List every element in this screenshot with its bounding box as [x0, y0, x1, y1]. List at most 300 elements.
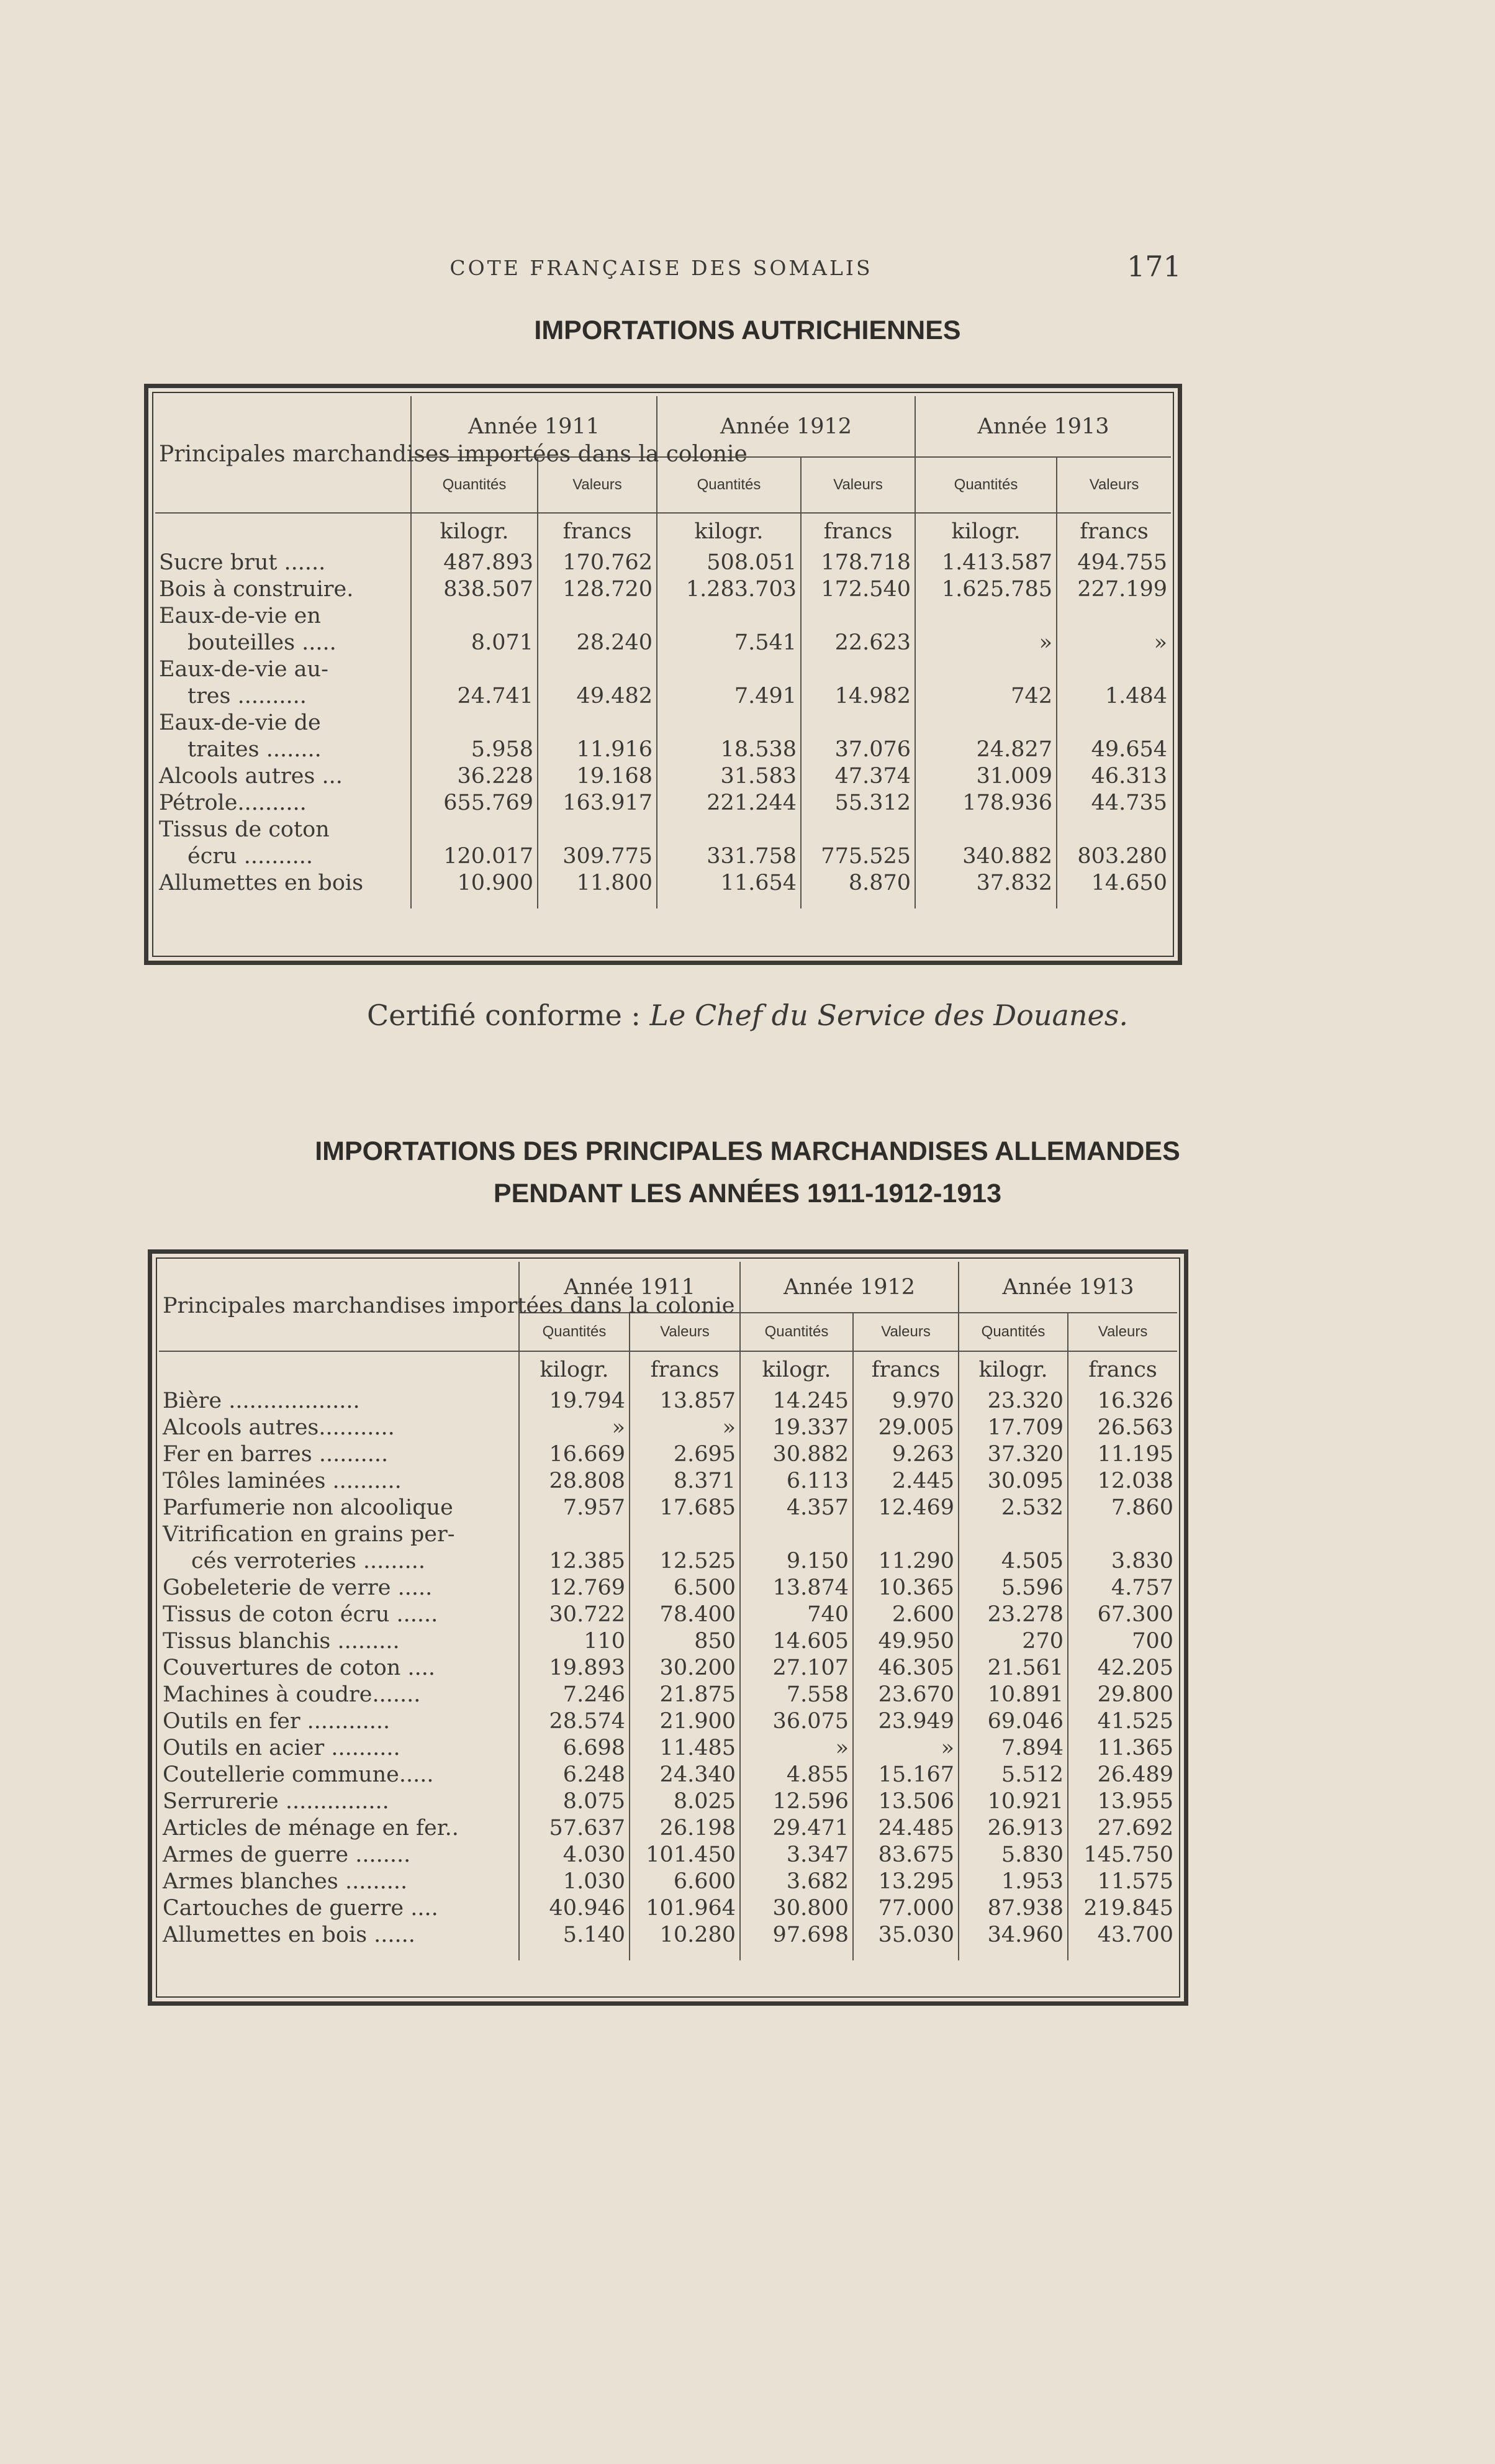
row-label: Alcools autres........... — [159, 1414, 519, 1441]
table-row — [159, 1467, 1177, 1494]
quantity-cell: 110 — [519, 1628, 630, 1654]
subheader-valeurs: Valeurs — [538, 457, 657, 513]
value-cell: 850 — [630, 1628, 740, 1654]
quantity-cell: 655.769 — [411, 789, 538, 816]
austrian-table-title: IMPORTATIONS AUTRICHIENNES — [534, 315, 961, 345]
quantity-cell: 26.913 — [959, 1814, 1068, 1841]
row-label: Tissus de coton écru ...... — [159, 1601, 519, 1628]
empty-cell — [519, 1521, 630, 1547]
value-cell: 145.750 — [1083, 1842, 1174, 1867]
value-cell: 23.670 — [853, 1681, 959, 1708]
value-cell: 22.623 — [801, 629, 915, 656]
quantity-cell: 24.827 — [915, 736, 1057, 763]
quantity-cell: 221.244 — [657, 789, 801, 816]
value-cell: 28.240 — [538, 629, 657, 656]
unit-francs: francs — [1080, 519, 1149, 544]
column-header-merchandise: Principales marchandises importées dans la colonie — [155, 396, 411, 513]
empty-cell — [801, 602, 915, 629]
quantity-cell: 5.140 — [519, 1921, 630, 1948]
column-header-merchandise: Principales marchandises importées dans la colonie — [159, 1262, 519, 1351]
quantity-cell: 23.278 — [959, 1601, 1068, 1628]
value-cell: 24.340 — [630, 1761, 740, 1788]
quantity-cell: 1.953 — [959, 1868, 1068, 1895]
subheader-quantites: Quantités — [657, 457, 801, 513]
empty-cell — [657, 602, 801, 629]
row-label: Alcools autres ... — [155, 763, 411, 789]
empty-cell — [959, 1521, 1068, 1547]
value-cell: 78.400 — [630, 1601, 740, 1628]
quantity-cell: 1.030 — [519, 1868, 630, 1895]
quantity-cell: 6.248 — [519, 1761, 630, 1788]
value-cell: 14.982 — [801, 682, 915, 709]
value-cell: 8.870 — [801, 869, 915, 896]
value-cell: 21.875 — [630, 1681, 740, 1708]
value-cell: 14.650 — [1091, 870, 1168, 895]
value-cell: 26.489 — [1097, 1762, 1174, 1787]
row-label: Serrurerie ............... — [159, 1788, 519, 1814]
value-cell: 10.280 — [630, 1921, 740, 1948]
table-row — [155, 656, 1171, 682]
value-cell: 3.830 — [1111, 1548, 1174, 1574]
table-row — [155, 549, 1171, 576]
page-number: 171 — [1127, 250, 1181, 283]
empty-cell — [915, 816, 1057, 843]
value-cell: 12.469 — [853, 1494, 959, 1521]
table-row — [159, 1628, 1177, 1654]
unit-kilogr: kilogr. — [411, 513, 538, 549]
quantity-cell: 331.758 — [657, 843, 801, 869]
row-label: Tissus de coton — [155, 816, 411, 843]
quantity-cell: 7.491 — [657, 682, 801, 709]
row-label: Allumettes en bois ...... — [159, 1921, 519, 1948]
value-cell: 11.365 — [1097, 1735, 1174, 1760]
subheader-quantites: Quantités — [959, 1313, 1068, 1351]
value-cell: 6.500 — [630, 1574, 740, 1601]
value-cell: 41.525 — [1097, 1708, 1174, 1734]
quantity-cell: 97.698 — [740, 1921, 853, 1948]
row-label: Vitrification en grains per- — [159, 1521, 519, 1547]
value-cell: 13.506 — [853, 1788, 959, 1814]
value-cell: 12.525 — [630, 1547, 740, 1574]
quantity-cell: 4.030 — [519, 1841, 630, 1868]
row-label: bouteilles ..... — [155, 629, 411, 656]
table-row — [155, 869, 1171, 896]
row-label: Bière ................... — [159, 1387, 519, 1414]
subheader-valeurs: Valeurs — [630, 1313, 740, 1351]
value-cell: 700 — [1132, 1628, 1174, 1654]
value-cell: 21.900 — [630, 1708, 740, 1734]
empty-cell — [801, 656, 915, 682]
empty-cell — [411, 709, 538, 736]
table-row — [159, 1654, 1177, 1681]
value-cell: 46.313 — [1091, 763, 1168, 789]
quantity-cell: 508.051 — [657, 549, 801, 576]
value-cell: 2.600 — [853, 1601, 959, 1628]
quantity-cell: 24.741 — [411, 682, 538, 709]
empty-cell — [853, 1521, 959, 1547]
quantity-cell: 6.698 — [519, 1734, 630, 1761]
value-cell: 11.800 — [538, 869, 657, 896]
quantity-cell: 1.283.703 — [657, 576, 801, 602]
empty-cell — [801, 709, 915, 736]
quantity-cell: 12.769 — [519, 1574, 630, 1601]
subheader-valeurs: Valeurs — [801, 457, 915, 513]
quantity-cell: 7.558 — [740, 1681, 853, 1708]
value-cell: 4.757 — [1111, 1575, 1174, 1600]
unit-francs: francs — [538, 513, 657, 549]
empty-cell — [538, 656, 657, 682]
quantity-cell: 19.337 — [740, 1414, 853, 1441]
quantity-cell: » — [915, 629, 1057, 656]
quantity-cell: 17.709 — [959, 1414, 1068, 1441]
value-cell: 494.755 — [1077, 550, 1168, 575]
year-header-1912: Année 1912 — [657, 396, 915, 457]
quantity-cell: 5.958 — [411, 736, 538, 763]
value-cell: 30.200 — [630, 1654, 740, 1681]
value-cell: 10.365 — [853, 1574, 959, 1601]
year-header-1911: Année 1911 — [519, 1262, 740, 1313]
row-label: Eaux-de-vie en — [155, 602, 411, 629]
table-row — [155, 682, 1171, 709]
empty-cell — [657, 709, 801, 736]
quantity-cell: 57.637 — [519, 1814, 630, 1841]
quantity-cell: 12.596 — [740, 1788, 853, 1814]
quantity-cell: 30.095 — [959, 1467, 1068, 1494]
year-header-1913: Année 1913 — [977, 414, 1109, 439]
quantity-cell: 4.505 — [959, 1547, 1068, 1574]
table-row — [159, 1441, 1177, 1467]
quantity-cell: 37.320 — [959, 1441, 1068, 1467]
quantity-cell: 340.882 — [915, 843, 1057, 869]
row-label: Cartouches de guerre .... — [159, 1895, 519, 1921]
quantity-cell: 31.583 — [657, 763, 801, 789]
value-cell: 12.038 — [1097, 1468, 1174, 1493]
quantity-cell: 19.794 — [519, 1387, 630, 1414]
table-row — [159, 1921, 1177, 1948]
unit-francs: francs — [801, 513, 915, 549]
row-label: Couvertures de coton .... — [159, 1654, 519, 1681]
quantity-cell: 270 — [959, 1628, 1068, 1654]
row-label: Bois à construire. — [155, 576, 411, 602]
quantity-cell: 37.832 — [915, 869, 1057, 896]
quantity-cell: 30.882 — [740, 1441, 853, 1467]
quantity-cell: 5.830 — [959, 1841, 1068, 1868]
quantity-cell: 19.893 — [519, 1654, 630, 1681]
row-label: Gobeleterie de verre ..... — [159, 1574, 519, 1601]
row-label: tres .......... — [155, 682, 411, 709]
year-header-1913: Année 1913 — [1002, 1274, 1134, 1300]
austrian-imports-table — [155, 396, 1171, 908]
quantity-cell: 12.385 — [519, 1547, 630, 1574]
value-cell: 227.199 — [1077, 576, 1168, 602]
value-cell: 11.290 — [853, 1547, 959, 1574]
row-label: Outils en acier .......... — [159, 1734, 519, 1761]
value-cell: 49.950 — [853, 1628, 959, 1654]
table-row — [155, 736, 1171, 763]
table-row — [159, 1841, 1177, 1868]
row-label: cés verroteries ......... — [159, 1547, 519, 1574]
value-cell: 29.800 — [1097, 1682, 1174, 1707]
quantity-cell: 14.245 — [740, 1387, 853, 1414]
row-label: Fer en barres .......... — [159, 1441, 519, 1467]
quantity-cell: 69.046 — [959, 1708, 1068, 1734]
table-row — [155, 816, 1171, 843]
table-row — [159, 1387, 1177, 1414]
quantity-cell: 31.009 — [915, 763, 1057, 789]
value-cell: 219.845 — [1083, 1895, 1174, 1921]
quantity-cell: 87.938 — [959, 1895, 1068, 1921]
unit-francs: francs — [1088, 1357, 1157, 1382]
empty-cell — [657, 656, 801, 682]
table-row — [159, 1788, 1177, 1814]
quantity-cell: 3.682 — [740, 1868, 853, 1895]
subheader-quantites: Quantités — [740, 1313, 853, 1351]
value-cell: 11.195 — [1097, 1441, 1174, 1467]
quantity-cell: 2.532 — [959, 1494, 1068, 1521]
value-cell: 77.000 — [853, 1895, 959, 1921]
quantity-cell: 7.894 — [959, 1734, 1068, 1761]
quantity-cell: 40.946 — [519, 1895, 630, 1921]
table-row — [159, 1814, 1177, 1841]
table-row — [155, 843, 1171, 869]
value-cell: 11.485 — [630, 1734, 740, 1761]
unit-kilogr: kilogr. — [519, 1351, 630, 1387]
unit-kilogr: kilogr. — [915, 513, 1057, 549]
quantity-cell: 8.075 — [519, 1788, 630, 1814]
empty-cell — [915, 709, 1057, 736]
empty-cell — [411, 656, 538, 682]
certification-line — [0, 999, 1495, 1032]
value-cell: 178.718 — [801, 549, 915, 576]
quantity-cell: 742 — [915, 682, 1057, 709]
value-cell: 775.525 — [801, 843, 915, 869]
row-label: Armes blanches ......... — [159, 1868, 519, 1895]
value-cell: 163.917 — [538, 789, 657, 816]
empty-cell — [538, 709, 657, 736]
german-imports-table — [159, 1262, 1177, 1960]
unit-kilogr: kilogr. — [740, 1351, 853, 1387]
value-cell: 26.198 — [630, 1814, 740, 1841]
value-cell: 11.916 — [538, 736, 657, 763]
value-cell: 9.970 — [853, 1387, 959, 1414]
empty-cell — [1057, 602, 1171, 629]
value-cell: 27.692 — [1097, 1815, 1174, 1841]
value-cell: 47.374 — [801, 763, 915, 789]
quantity-cell: 7.541 — [657, 629, 801, 656]
value-cell: 83.675 — [853, 1841, 959, 1868]
table-row — [159, 1521, 1177, 1547]
table-row — [159, 1868, 1177, 1895]
value-cell: 46.305 — [853, 1654, 959, 1681]
empty-cell — [538, 816, 657, 843]
empty-cell — [411, 816, 538, 843]
quantity-cell: 30.722 — [519, 1601, 630, 1628]
table-row — [159, 1895, 1177, 1921]
table-row — [159, 1681, 1177, 1708]
empty-cell — [1057, 656, 1171, 682]
value-cell: 172.540 — [801, 576, 915, 602]
year-header-1912: Année 1912 — [740, 1262, 959, 1313]
row-label: écru .......... — [155, 843, 411, 869]
quantity-cell: 9.150 — [740, 1547, 853, 1574]
unit-kilogr: kilogr. — [959, 1351, 1068, 1387]
value-cell: 26.563 — [1097, 1415, 1174, 1440]
subheader-valeurs: Valeurs — [853, 1313, 959, 1351]
value-cell: 35.030 — [853, 1921, 959, 1948]
row-label: Armes de guerre ........ — [159, 1841, 519, 1868]
quantity-cell: 6.113 — [740, 1467, 853, 1494]
value-cell: 128.720 — [538, 576, 657, 602]
value-cell: 49.482 — [538, 682, 657, 709]
table-row — [159, 1761, 1177, 1788]
table-row — [155, 602, 1171, 629]
value-cell: 24.485 — [853, 1814, 959, 1841]
value-cell: 49.654 — [1091, 736, 1168, 762]
table-row — [155, 629, 1171, 656]
empty-cell — [740, 1521, 853, 1547]
subheader-quantites: Quantités — [915, 457, 1057, 513]
quantity-cell: 5.512 — [959, 1761, 1068, 1788]
value-cell: 42.205 — [1097, 1655, 1174, 1680]
value-cell: 7.860 — [1111, 1495, 1174, 1520]
quantity-cell: » — [740, 1734, 853, 1761]
quantity-cell: 27.107 — [740, 1654, 853, 1681]
value-cell: » — [853, 1734, 959, 1761]
value-cell: 55.312 — [801, 789, 915, 816]
row-label: Tissus blanchis ......... — [159, 1628, 519, 1654]
quantity-cell: 1.413.587 — [915, 549, 1057, 576]
certified-by: Le Chef du Service des Douanes. — [649, 999, 1128, 1032]
year-header-1911: Année 1911 — [411, 396, 657, 457]
value-cell: 9.263 — [853, 1441, 959, 1467]
row-label: Machines à coudre....... — [159, 1681, 519, 1708]
empty-cell — [1068, 1521, 1177, 1547]
table-row — [159, 1414, 1177, 1441]
quantity-cell: 7.246 — [519, 1681, 630, 1708]
empty-cell — [630, 1521, 740, 1547]
subheader-valeurs: Valeurs — [1068, 1313, 1177, 1351]
value-cell: 309.775 — [538, 843, 657, 869]
quantity-cell: 120.017 — [411, 843, 538, 869]
quantity-cell: 3.347 — [740, 1841, 853, 1868]
quantity-cell: 10.891 — [959, 1681, 1068, 1708]
quantity-cell: 29.471 — [740, 1814, 853, 1841]
quantity-cell: 34.960 — [959, 1921, 1068, 1948]
value-cell: 19.168 — [538, 763, 657, 789]
value-cell: » — [1154, 630, 1168, 655]
value-cell: 1.484 — [1104, 683, 1168, 709]
empty-cell — [1057, 709, 1171, 736]
empty-cell — [801, 816, 915, 843]
quantity-cell: 7.957 — [519, 1494, 630, 1521]
quantity-cell: 23.320 — [959, 1387, 1068, 1414]
value-cell: 2.695 — [630, 1441, 740, 1467]
subheader-quantites: Quantités — [411, 457, 538, 513]
value-cell: 8.371 — [630, 1467, 740, 1494]
quantity-cell: 16.669 — [519, 1441, 630, 1467]
value-cell: 170.762 — [538, 549, 657, 576]
subheader-valeurs: Valeurs — [1057, 457, 1171, 513]
quantity-cell: 10.921 — [959, 1788, 1068, 1814]
table-row — [159, 1574, 1177, 1601]
value-cell: 67.300 — [1097, 1601, 1174, 1627]
unit-kilogr: kilogr. — [657, 513, 801, 549]
value-cell: 44.735 — [1091, 790, 1168, 815]
quantity-cell: 30.800 — [740, 1895, 853, 1921]
row-label: traites ........ — [155, 736, 411, 763]
quantity-cell: 21.561 — [959, 1654, 1068, 1681]
value-cell: 13.295 — [853, 1868, 959, 1895]
german-table-title-line2: PENDANT LES ANNÉES 1911-1912-1913 — [493, 1179, 1002, 1208]
quantity-cell: 740 — [740, 1601, 853, 1628]
table-row — [159, 1601, 1177, 1628]
value-cell: 8.025 — [630, 1788, 740, 1814]
value-cell: 29.005 — [853, 1414, 959, 1441]
quantity-cell: 4.855 — [740, 1761, 853, 1788]
value-cell: 803.280 — [1077, 843, 1168, 869]
value-cell: 23.949 — [853, 1708, 959, 1734]
german-table-title-line1: IMPORTATIONS DES PRINCIPALES MARCHANDISES ALLEMANDES — [315, 1136, 1180, 1166]
value-cell: » — [630, 1414, 740, 1441]
value-cell: 11.575 — [1097, 1868, 1174, 1894]
row-label: Allumettes en bois — [155, 869, 411, 896]
empty-cell — [915, 656, 1057, 682]
quantity-cell: 5.596 — [959, 1574, 1068, 1601]
row-label: Pétrole.......... — [155, 789, 411, 816]
quantity-cell: 10.900 — [411, 869, 538, 896]
empty-cell — [657, 816, 801, 843]
quantity-cell: » — [519, 1414, 630, 1441]
row-label: Eaux-de-vie de — [155, 709, 411, 736]
value-cell: 6.600 — [630, 1868, 740, 1895]
quantity-cell: 36.075 — [740, 1708, 853, 1734]
certified-prefix: Certifié conforme : — [367, 999, 641, 1032]
empty-cell — [411, 602, 538, 629]
unit-francs: francs — [853, 1351, 959, 1387]
value-cell: 101.964 — [630, 1895, 740, 1921]
empty-cell — [915, 602, 1057, 629]
value-cell: 101.450 — [630, 1841, 740, 1868]
table-row — [155, 709, 1171, 736]
table-row — [159, 1708, 1177, 1734]
table-row — [159, 1734, 1177, 1761]
row-label: Eaux-de-vie au- — [155, 656, 411, 682]
subheader-quantites: Quantités — [519, 1313, 630, 1351]
value-cell: 17.685 — [630, 1494, 740, 1521]
row-label: Articles de ménage en fer.. — [159, 1814, 519, 1841]
table-row — [155, 576, 1171, 602]
table-row — [155, 763, 1171, 789]
value-cell: 37.076 — [801, 736, 915, 763]
quantity-cell: 487.893 — [411, 549, 538, 576]
value-cell: 13.955 — [1097, 1788, 1174, 1814]
table-row — [155, 789, 1171, 816]
quantity-cell: 838.507 — [411, 576, 538, 602]
quantity-cell: 4.357 — [740, 1494, 853, 1521]
value-cell: 13.857 — [630, 1387, 740, 1414]
row-label: Outils en fer ............ — [159, 1708, 519, 1734]
quantity-cell: 11.654 — [657, 869, 801, 896]
quantity-cell: 178.936 — [915, 789, 1057, 816]
quantity-cell: 1.625.785 — [915, 576, 1057, 602]
table-row — [159, 1494, 1177, 1521]
quantity-cell: 18.538 — [657, 736, 801, 763]
value-cell: 15.167 — [853, 1761, 959, 1788]
value-cell: 16.326 — [1097, 1388, 1174, 1413]
table-row — [159, 1547, 1177, 1574]
quantity-cell: 28.574 — [519, 1708, 630, 1734]
row-label: Parfumerie non alcoolique — [159, 1494, 519, 1521]
